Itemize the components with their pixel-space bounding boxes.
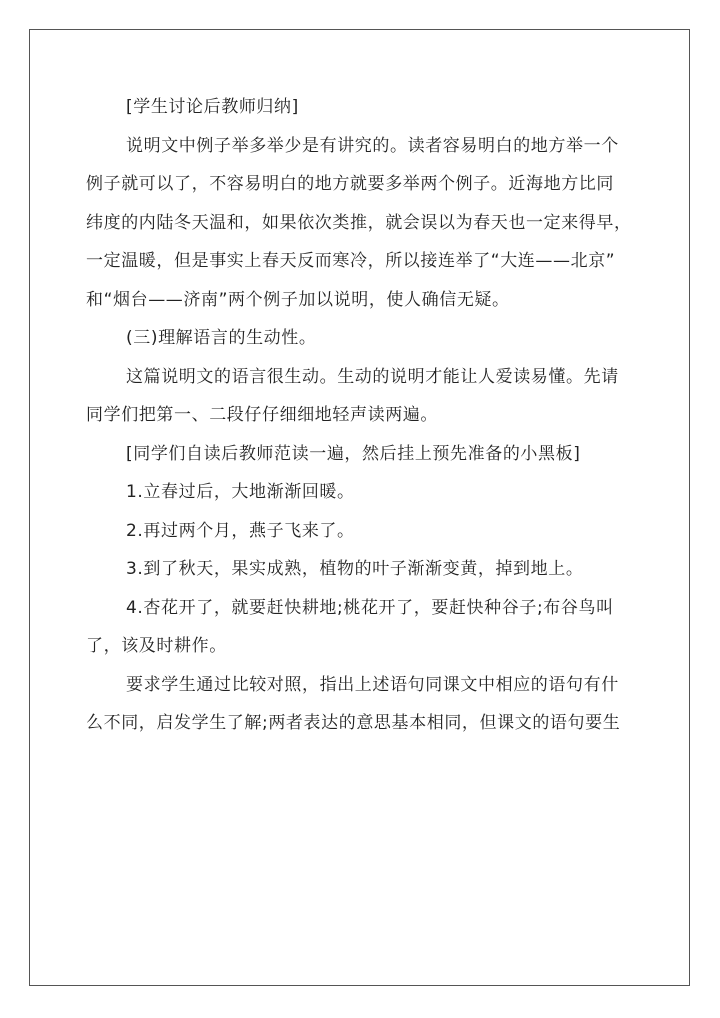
list-item: 4.杏花开了，就要赶快耕地;桃花开了，要赶快种谷子;布谷鸟叫 <box>126 597 614 618</box>
text-line: 一定温暖，但是事实上春天反而寒冷，所以接连举了“大连——北京” <box>86 251 616 271</box>
text-line-bracket-note: [同学们自读后教师范读一遍，然后挂上预先准备的小黑板] <box>126 443 581 464</box>
document-body <box>86 88 646 743</box>
text-line-bracket-note: [学生讨论后教师归纳] <box>126 97 299 117</box>
text-line: 这篇说明文的语言很生动。生动的说明才能让人爱读易懂。先请 <box>126 366 619 387</box>
text-line: 纬度的内陆冬天温和，如果依次类推，就会误以为春天也一定来得早， <box>86 212 632 233</box>
section-heading: (三)理解语言的生动性。 <box>126 328 317 348</box>
text-line: 说明文中例子举多举少是有讲究的。读者容易明白的地方举一个 <box>126 135 619 156</box>
text-line: 么不同，启发学生了解;两者表达的意思基本相同，但课文的语句要生 <box>86 713 621 733</box>
list-item: 1.立春过后，大地渐渐回暖。 <box>126 482 355 502</box>
text-line: 同学们把第一、二段仔仔细细地轻声读两遍。 <box>86 405 438 425</box>
list-item: 3.到了秋天，果实成熟，植物的叶子渐渐变黄，掉到地上。 <box>126 559 584 579</box>
list-item: 2.再过两个月，燕子飞来了。 <box>126 520 355 541</box>
text-line: 和“烟台——济南”两个例子加以说明，使人确信无疑。 <box>86 289 510 310</box>
text-line: 要求学生通过比较对照，指出上述语句同课文中相应的语句有什 <box>126 674 619 695</box>
text-line: 例子就可以了，不容易明白的地方就要多举两个例子。近海地方比同 <box>86 174 614 194</box>
list-item-continuation: 了，该及时耕作。 <box>86 636 227 656</box>
